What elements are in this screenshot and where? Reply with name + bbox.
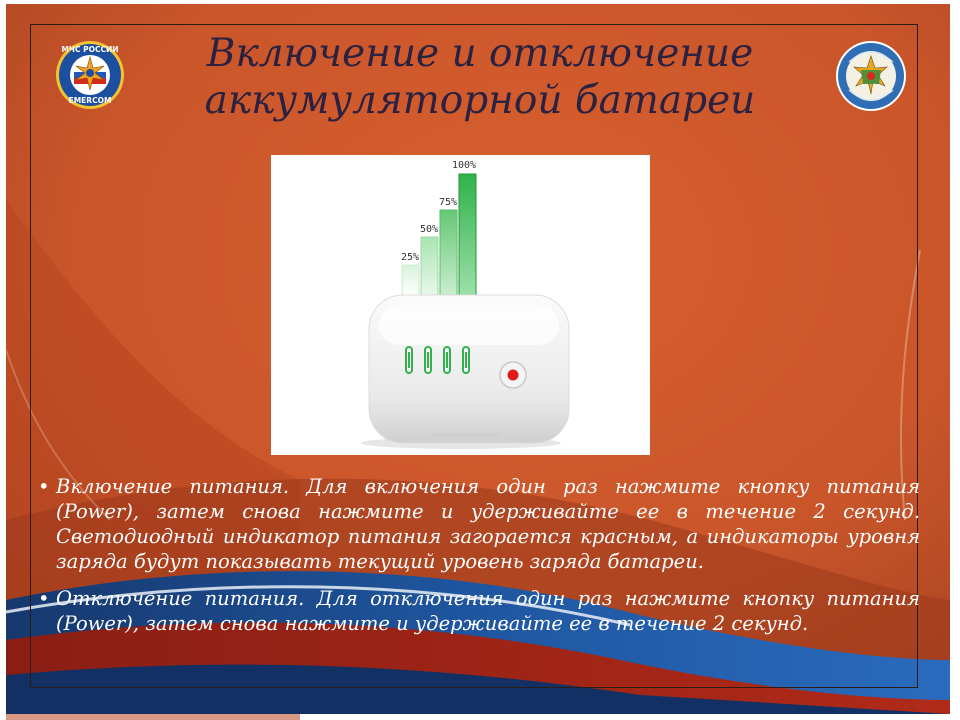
mchs-emblem-icon (55, 40, 125, 110)
logo-left-bottom-text: EMERCOM (68, 96, 112, 105)
level-bar-75 (440, 210, 457, 297)
title-line-1: Включение и отключение (206, 31, 754, 76)
bullet-text: Включение питания. Для включения один раз нажмите кнопку питания (Power), затем снова нажмите и удерживайте ее в течение 2 секунд. Светодиодный индикатор питания загорается красным, а индикаторы уровня заряда будут показывать текущий уровень заряда батареи. (56, 475, 920, 573)
regional-emblem-icon (835, 40, 907, 112)
level-label-50: 50% (419, 224, 439, 235)
level-bar-25 (402, 265, 419, 297)
title-line-2: аккумуляторной батареи (204, 78, 756, 123)
level-label-75: 75% (438, 197, 458, 208)
logo-left-top-text: МЧС РОССИИ (61, 45, 119, 54)
instructions (38, 474, 920, 648)
level-bar-100 (459, 174, 476, 297)
battery-illustration (271, 155, 650, 455)
level-bar-50 (421, 237, 438, 297)
level-label-25: 25% (400, 252, 420, 263)
bullet-power-on (38, 474, 920, 574)
battery-photo (271, 155, 650, 455)
power-button-icon (500, 362, 526, 388)
bullet-power-off (38, 586, 920, 636)
bullet-text: Отключение питания. Для отключения один раз нажмите кнопку питания (Power), затем снова нажмите и удерживайте ее в течение 2 секунд. (56, 587, 920, 635)
bullet-marker: • (38, 587, 50, 610)
level-label-100: 100% (451, 160, 477, 171)
slide-title (150, 30, 810, 124)
bullet-marker: • (38, 475, 50, 498)
